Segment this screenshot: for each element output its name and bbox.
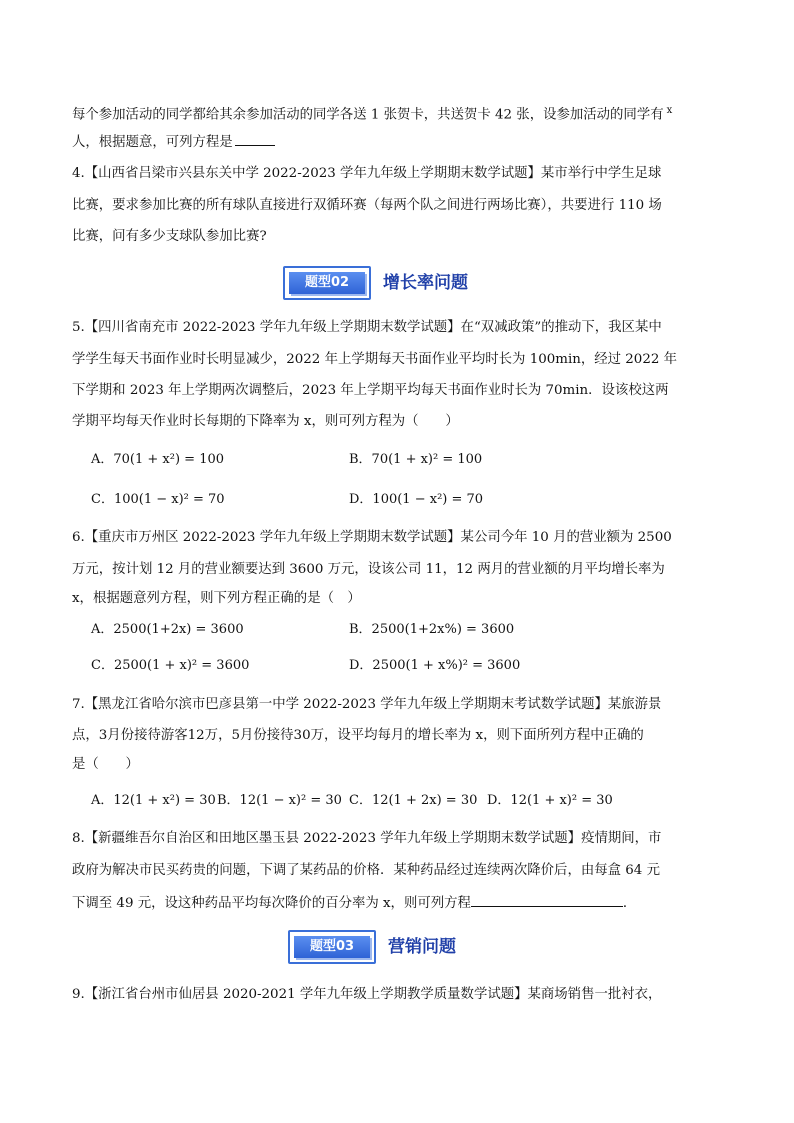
q6-line-2: 万元，按计划 12 月的营业额要达到 3600 万元，设该公司 11，12 两月的营业额的月平均增长率为 xyxy=(72,562,665,577)
q5-line-1: 5.【四川省南充市 2022-2023 学年九年级上学期期末数学试题】在“双减政策”的推动下，我区某中 xyxy=(72,320,662,335)
q3-line-1 xyxy=(72,101,672,125)
q4-line-2: 比赛，要求参加比赛的所有球队直接进行双循环赛（每两个队之间进行两场比赛），共要进行 110 场 xyxy=(72,198,662,213)
q7-line-3: 是（ ） xyxy=(72,757,139,772)
q6-option-d[interactable]: D．2500(1 + x%)² = 3600 xyxy=(349,658,521,673)
q9-line-1: 9.【浙江省台州市仙居县 2020-2021 学年九年级上学期教学质量数学试题】某商场销售一批衬衣， xyxy=(72,987,662,1002)
q3-text: 每个参加活动的同学都给其余参加活动的同学各送 1 张贺卡，共送贺卡 42 张，设参加活动的同学有 xyxy=(72,107,664,123)
q4-line-1: 4.【山西省吕梁市兴县东关中学 2022-2023 学年九年级上学期期末数学试题】某市举行中学生足球 xyxy=(72,166,662,181)
q8-line-1: 8.【新疆维吾尔自治区和田地区墨玉县 2022-2023 学年九年级上学期期末数学试题】疫情期间，市 xyxy=(72,831,662,846)
q7-option-b[interactable]: B．12(1 − x)² = 30 xyxy=(217,793,342,808)
section-banner-03 xyxy=(288,930,508,964)
section-badge xyxy=(283,266,371,300)
q5-line-4: 学期平均每天作业时长每期的下降率为 x，则可列方程为（ ） xyxy=(72,414,459,429)
q4-line-3: 比赛，问有多少支球队参加比赛? xyxy=(72,229,267,244)
q6-option-c[interactable]: C．2500(1 + x)² = 3600 xyxy=(91,658,250,673)
q8-line-2: 政府为解决市民买药贵的问题，下调了某药品的价格．某种药品经过连续两次降价后，由每盒 64 元 xyxy=(72,863,660,878)
q3-variable: x xyxy=(666,105,673,116)
q5-line-2: 学学生每天书面作业时长明显减少，2022 年上学期每天书面作业平均时长为 100min，经过 2022 年 xyxy=(72,352,678,367)
q8-line-3 xyxy=(72,892,636,914)
q3-line-2 xyxy=(72,131,275,153)
q8-period: ． xyxy=(622,896,637,911)
section-badge-label: 题型03 xyxy=(294,936,370,958)
q7-option-d[interactable]: D．12(1 + x)² = 30 xyxy=(487,793,613,808)
section-banner-02 xyxy=(283,266,503,300)
section-badge-label: 题型02 xyxy=(289,272,365,294)
section-title: 营销问题 xyxy=(388,937,456,957)
q5-line-3: 下学期和 2023 年上学期两次调整后，2023 年上学期平均每天书面作业时长为 70min．设该校这两 xyxy=(72,383,669,398)
answer-blank xyxy=(235,131,275,146)
q6-line-1: 6.【重庆市万州区 2022-2023 学年九年级上学期期末数学试题】某公司今年 10 月的营业额为 2500 xyxy=(72,530,672,545)
section-badge xyxy=(288,930,376,964)
q3-text-2: 人，根据题意，可列方程是 xyxy=(72,135,233,150)
q6-option-a[interactable]: A．2500(1+2x) = 3600 xyxy=(91,622,244,637)
section-title: 增长率问题 xyxy=(383,273,468,293)
q7-option-c[interactable]: C．12(1 + 2x) = 30 xyxy=(349,793,478,808)
q7-line-1: 7.【黑龙江省哈尔滨市巴彦县第一中学 2022-2023 学年九年级上学期期末考试数学试题】某旅游景 xyxy=(72,697,662,712)
q6-line-3: x，根据题意列方程，则下列方程正确的是（ ） xyxy=(72,591,361,606)
q7-line-2: 点，3月份接待游客12万，5月份接待30万，设平均每月的增长率为 x，则下面所列方程中正确的 xyxy=(72,728,644,743)
q7-option-a[interactable]: A．12(1 + x²) = 30 xyxy=(91,793,216,808)
answer-blank xyxy=(471,892,623,907)
q5-option-b[interactable]: B．70(1 + x)² = 100 xyxy=(349,452,483,467)
q6-option-b[interactable]: B．2500(1+2x%) = 3600 xyxy=(349,622,515,637)
q5-option-a[interactable]: A．70(1 + x²) = 100 xyxy=(91,452,225,467)
q5-option-d[interactable]: D．100(1 − x²) = 70 xyxy=(349,492,484,507)
q8-text-3: 下调至 49 元，设这种药品平均每次降价的百分率为 x，则可列方程 xyxy=(72,896,471,911)
q5-option-c[interactable]: C．100(1 − x)² = 70 xyxy=(91,492,225,507)
